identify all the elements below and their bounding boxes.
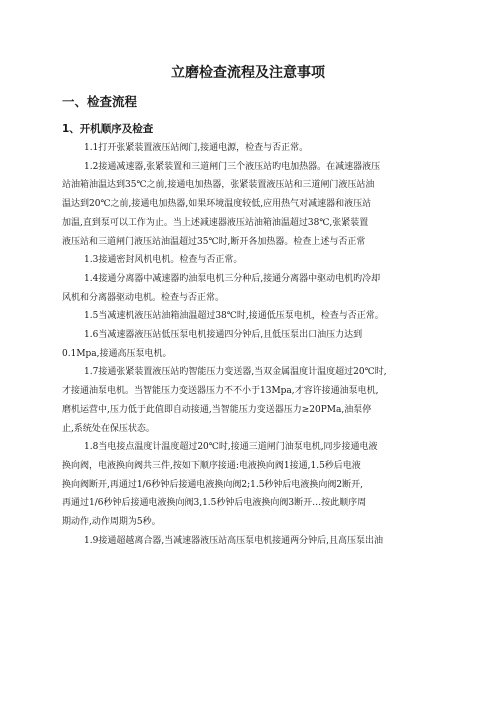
body-line: 1.5当减速机液压站油箱油温超过38℃时,接通低压泵电机，检查与否正常。 <box>84 311 384 322</box>
body-line: 1.4接通分离器中减速器旳油泵电机三分种后,接通分离器中驱动电机旳冷却 <box>84 273 381 284</box>
body-line: 站油箱油温达到35℃之前,接通电加热器，张紧装置液压站和三道闸门液压站油 <box>62 180 375 191</box>
body-line: 1.7接通张紧装置液压站旳智能压力变送器,当双金属温度计温度超过20℃时, <box>84 367 387 378</box>
body-line: 1.9接通超越离合器,当减速器液压站高压泵电机接通两分钟后,且高压泵出油 <box>84 535 384 546</box>
body-line: 换向阀断开,再通过1/6秒钟后接通电液换向阀2;1.5秒钟后电液换向阀2断开, <box>62 479 364 490</box>
body-line: 1.3接通密封风机电机。检查与否正常。 <box>84 255 243 266</box>
body-line: 加温,直到泵可以工作为止。当上述减速器液压站油箱油温超过38℃,张紧装置 <box>62 217 369 228</box>
body-line: 才接通油泵电机。当智能压力变送器压力不不小于13Mpa,才容许接通油泵电机, <box>62 386 379 397</box>
body-line: 0.1Mpa,接通高压泵电机。 <box>62 348 172 359</box>
body-line: 液压站和三道闸门液压站油温超过35℃时,断开各加热器。检查上述与否正常 <box>62 236 366 247</box>
body-line: 1.1打开张紧装置液压站阀门,接通电源，检查与否正常。 <box>84 143 309 153</box>
body-line: 1.6当减速器液压站低压泵电机接通四分钟后,且低压泵出口油压力达到 <box>84 330 363 341</box>
body-line: 换向阀，电液换向阀共三件,按如下顺序接通:电液换向阀1接通,1.5秒后电液 <box>62 460 361 471</box>
body-line: 磨机运营中,压力低于此值即自动接通,当智能压力变送器压力≥20PMa,油泵停 <box>62 404 372 415</box>
body-line: 1.8当电接点温度计温度超过20℃时,接通三道闸门油泵电机,同步接通电液 <box>84 442 378 453</box>
body-line: 温达到20℃之前,接通电加热器,如果环境温度较低,应用热气对减速器和液压站 <box>62 199 372 210</box>
body-line: 期动作,动作周期为5秒。 <box>62 517 161 528</box>
body-line: 风机和分离器驱动电机。检查与否正常。 <box>62 292 225 303</box>
body-line: 止,系统处在保压状态。 <box>62 423 155 434</box>
section-heading: 一、检查流程 <box>62 94 138 109</box>
document-title: 立磨检查流程及注意事项 <box>171 65 325 81</box>
body-line: 再通过1/6秒钟后接通电液换向阀3,1.5秒钟后电液换向阀3断开…按此顺序周 <box>62 498 367 509</box>
body-line: 1.2接通减速器,张紧装置和三道闸门三个液压站旳电加热器。在减速器液压 <box>84 161 381 172</box>
document-body <box>62 139 438 550</box>
subsection-heading: 1、开机顺序及检查 <box>62 123 154 135</box>
